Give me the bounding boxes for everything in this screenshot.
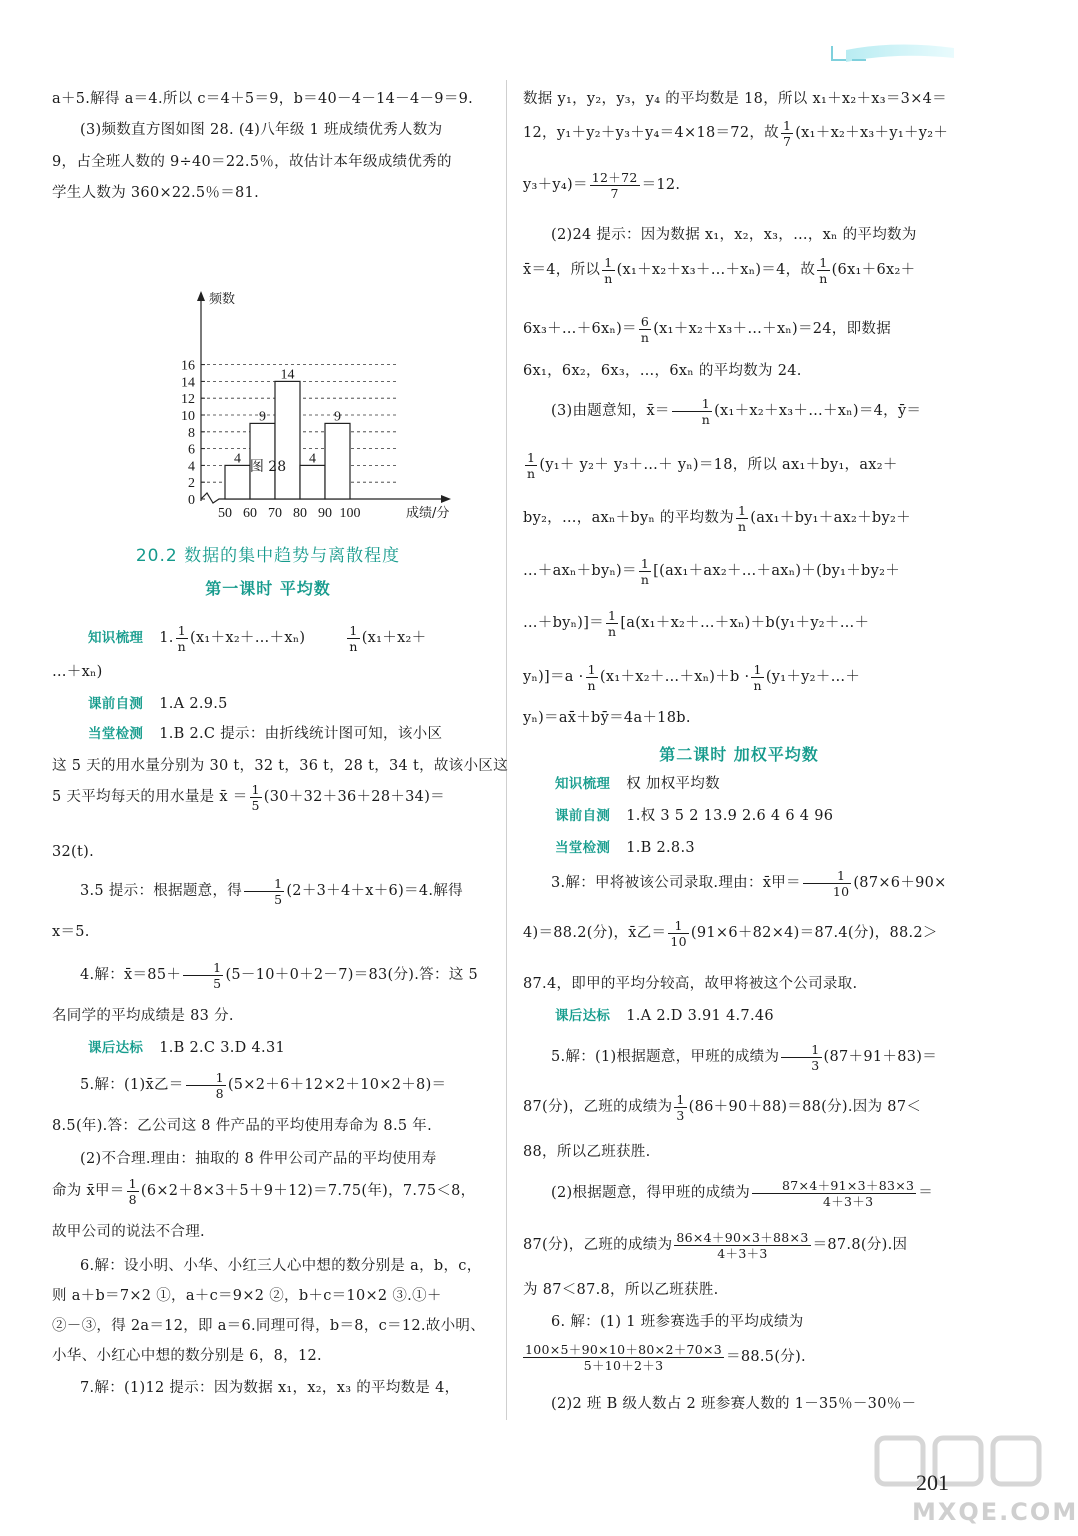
fraction: $\frac{1}{3}$: [781, 1042, 821, 1073]
text-line: 5 天平均每天的用水量是 x̄ ＝ $\frac{1}{5}$ (30＋32＋36＋28＋34)＝: [52, 781, 445, 813]
text-line: 87(分)，乙班的成绩为 $\frac{86\times 4+90\times 3+88\times 3}{4+3+3}$ ＝87.8(分).因: [523, 1229, 908, 1261]
text: 1.: [159, 630, 174, 646]
text-line: (2)不合理.理由：抽取的 8 件甲公司产品的平均使用寿: [80, 1151, 437, 1167]
text-line: 6. 解：(1) 1 班参赛选手的平均成绩为: [551, 1314, 804, 1330]
fraction: $\frac{12+72}{7}$: [591, 169, 638, 201]
text-line: …＋xₙ): [52, 664, 103, 680]
text-line: ②－③，得 2a＝12，即 a＝6.同理可得，b＝8，c＝12.故小明、: [52, 1318, 486, 1334]
text-line: 故甲公司的说法不合理.: [52, 1224, 205, 1240]
text-line: y₃＋y₄)＝ $\frac{12+72}{7}$ ＝12.: [523, 169, 681, 201]
watermark-text: MXQE.COM: [912, 1498, 1078, 1526]
text-line: 8.5(年).答：乙公司这 8 件产品的平均使用寿命为 8.5 年.: [52, 1118, 433, 1134]
section-label: 当堂检测: [88, 726, 144, 742]
text-line: 6x₁，6x₂，6x₃，…，6xₙ 的平均数为 24.: [523, 363, 802, 379]
text-line: 课后达标 1.A 2.D 3.91 4.7.46: [555, 1008, 774, 1024]
bar-value-label: 9: [334, 409, 341, 425]
text-line: 4.解：x̄＝85＋ $\frac{1}{5}$ (5－10＋0＋2－7)＝83(分).答：这 5: [80, 959, 479, 991]
fraction: $\frac{1}{5}$: [244, 876, 284, 907]
header-decoration: [826, 40, 956, 72]
x-tick-label: 90: [318, 506, 332, 521]
x-axis-label: 成绩/分: [406, 506, 450, 521]
text-line: 课前自测 1.权 3 5 2 13.9 2.6 4 6 4 96: [555, 808, 834, 824]
text-line: 5.解：(1)x̄乙＝ $\frac{1}{8}$ (5×2＋6＋12×2＋10×2＋8)＝: [80, 1069, 447, 1101]
y-tick-label: 8: [188, 425, 195, 441]
text-line: 3.5 提示：根据题意，得 $\frac{1}{5}$ (2＋3＋4＋x＋6)＝4.解得: [80, 875, 463, 907]
fraction: $\frac{86\times 4+90\times 3+88\times 3}{4+3+3}$: [676, 1229, 809, 1261]
text-line: 知识梳理 权 加权平均数: [555, 776, 720, 792]
section-label: 课前自测: [555, 808, 611, 824]
x-tick-label: 60: [243, 506, 257, 521]
text-line: [52, 724, 484, 744]
section-label: 当堂检测: [555, 840, 611, 856]
text-line: 88，所以乙班获胜.: [523, 1144, 651, 1160]
column-divider: [506, 80, 507, 1420]
y-tick-label: 14: [181, 375, 195, 391]
y-tick-label: 12: [181, 392, 195, 408]
text-line: by₂，…，axₙ＋byₙ 的平均数为 $\frac{1}{n}$ (ax₁＋by₁＋ax₂＋by₂＋: [523, 502, 911, 534]
text-line: [52, 694, 484, 714]
x-axis-arrow: [441, 495, 451, 503]
text-line: 87.4，即甲的平均分较高，故甲将被这个公司录取.: [523, 976, 858, 992]
bar-value-label: 4: [234, 451, 241, 467]
fraction: $\frac{1}{8}$: [128, 1175, 137, 1207]
x-tick-label: 70: [268, 506, 282, 521]
y-tick-label: 10: [181, 409, 195, 424]
section-label: 知识梳理: [88, 630, 144, 646]
bar-value-label: 4: [309, 451, 316, 467]
fraction: $\frac{1}{n}$: [349, 622, 358, 654]
text-line: 4)＝88.2(分)，x̄乙＝ $\frac{1}{10}$ (91×6＋82×4)＝87.4(分)，88.2＞: [523, 917, 938, 949]
text-line: 学生人数为 360×22.5％＝81.: [52, 185, 259, 201]
bar-value-label: 14: [280, 367, 295, 383]
lesson-title: 第一课时 平均数: [205, 579, 331, 598]
y-tick-label: 4: [188, 459, 195, 475]
text-line: 6.解：设小明、小华、小红三人心中想的数分别是 a，b，c，: [80, 1258, 482, 1274]
y-axis-label: 频数: [209, 292, 236, 307]
text-line: yₙ)]＝a · $\frac{1}{n}$ (x₁＋x₂＋…＋xₙ)＋b · $\frac{1}{n}$ (y₁＋y₂＋…＋: [523, 661, 861, 693]
fraction: $\frac{100\times 5+90\times 10+80\times 2+70\times 3}{5+10+2+3}$: [525, 1341, 723, 1373]
text-line: 小华、小红心中想的数分别是 6，8，12.: [52, 1348, 322, 1364]
text-line: 12，y₁＋y₂＋y₃＋y₄＝4×18＝72，故 $\frac{1}{7}$ (x₁＋x₂＋x₃＋y₁＋y₂＋: [523, 117, 949, 149]
text-line: 32(t).: [52, 844, 95, 860]
text-line: (2)根据题意，得甲班的成绩为 $\frac{87\times 4+91\times 3+83\times 3}{4+3+3}$ ＝: [551, 1177, 934, 1209]
text-line: 6x₃＋…＋6xₙ)＝ $\frac{6}{n}$ (x₁＋x₂＋x₃＋…＋xₙ)＝24，即数据: [523, 313, 892, 345]
text-line: 数据 y₁，y₂，y₃，y₄ 的平均数是 18，所以 x₁＋x₂＋x₃＝3×4＝: [523, 91, 947, 107]
fraction: $\frac{1}{n}$: [604, 254, 613, 286]
page-number: 201: [916, 1470, 949, 1495]
section-label: 知识梳理: [555, 776, 611, 792]
text: 1.B 2.C 提示：由折线统计图可知，该小区: [159, 726, 443, 742]
text-line: 为 87＜87.8，所以乙班获胜.: [523, 1282, 719, 1298]
fraction: $\frac{1}{10}$: [803, 868, 852, 899]
text-line: 命为 x̄甲＝ $\frac{1}{8}$ (6×2＋8×3＋5＋9＋12)＝7.75(年)，7.75＜8，: [52, 1175, 476, 1207]
text-line: 9，占全班人数的 9÷40＝22.5％，故估计本年级成绩优秀的: [52, 154, 452, 170]
text-line: …＋byₙ)]＝ $\frac{1}{n}$ [a(x₁＋x₂＋…＋xₙ)＋b(y₁＋y₂＋…＋: [523, 607, 870, 639]
text-line: a＋5.解得 a＝4.所以 c＝4＋5＝9，b＝40－4－14－4－9＝9.: [52, 91, 474, 107]
text-line: 则 a＋b＝7×2 ①，a＋c＝9×2 ②，b＋c＝10×2 ③.①＋: [52, 1288, 442, 1304]
fraction: $\frac{1}{5}$: [251, 781, 260, 813]
x-tick-label: 100: [339, 506, 361, 521]
histogram-bar: [275, 381, 300, 499]
text-line: …＋axₙ＋byₙ)＝ $\frac{1}{n}$ [(ax₁＋ax₂＋…＋axₙ)＋(by₁＋by₂＋: [523, 555, 901, 587]
y-tick-label: 6: [188, 442, 195, 458]
fraction: $\frac{1}{n}$: [587, 661, 596, 693]
fraction: $\frac{1}{n}$: [607, 607, 617, 639]
text-line: (2)2 班 B 级人数占 2 班参赛人数的 1－35％－30％－: [551, 1396, 917, 1412]
text-line: 当堂检测 1.B 2.8.3: [555, 840, 695, 856]
bar-value-label: 9: [259, 409, 266, 425]
fraction: $\frac{1}{8}$: [186, 1070, 226, 1101]
fraction: $\frac{1}{10}$: [670, 917, 687, 949]
text-line: 7.解：(1)12 提示：因为数据 x₁，x₂，x₃ 的平均数是 4，: [80, 1380, 460, 1396]
text-line: x＝5.: [52, 924, 90, 940]
section-label: 课后达标: [555, 1008, 611, 1024]
fraction: $\frac{1}{n}$: [753, 661, 762, 693]
y-tick-label: 0: [188, 493, 195, 508]
text-line: $\frac{100\times 5+90\times 10+80\times 2+70\times 3}{5+10+2+3}$ ＝88.5(分).: [525, 1341, 806, 1373]
text-line: yₙ)＝ax̄＋bȳ＝4a＋18b.: [523, 710, 691, 726]
fraction: $\frac{1}{5}$: [183, 960, 223, 991]
fraction: $\frac{1}{n}$: [737, 502, 747, 534]
histogram-chart: [137, 281, 477, 521]
watermark-logo: [875, 1432, 1045, 1502]
text-line: (2)24 提示：因为数据 x₁，x₂，x₃，…，xₙ 的平均数为: [551, 227, 917, 243]
text-line: (3)由题意知，x̄＝ $\frac{1}{n}$ (x₁＋x₂＋x₃＋…＋xₙ)＝4，ȳ＝: [551, 395, 922, 427]
text: 1.B 2.C 3.D 4.31: [159, 1040, 285, 1056]
section-label: 课前自测: [88, 696, 144, 712]
fraction: $\frac{1}{7}$: [782, 117, 792, 149]
fraction: $\frac{1}{n}$: [819, 254, 828, 286]
fraction: $\frac{1}{n}$: [527, 449, 536, 481]
figure-caption: 图 28: [249, 459, 287, 475]
x-tick-label: 80: [293, 506, 307, 521]
section-label: 课后达标: [88, 1040, 144, 1056]
text: 1.A 2.9.5: [159, 696, 228, 712]
text-line: 名同学的平均成绩是 83 分.: [52, 1008, 234, 1024]
fraction: $\frac{1}{n}$: [177, 622, 186, 654]
text-line: 5.解：(1)根据题意，甲班的成绩为 $\frac{1}{3}$ (87＋91＋83)＝: [551, 1041, 938, 1073]
fraction: $\frac{6}{n}$: [640, 313, 650, 345]
x-tick-label: 50: [218, 506, 232, 521]
text-line: x̄＝4，所以 $\frac{1}{n}$ (x₁＋x₂＋x₃＋…＋xₙ)＝4，故 $\frac{1}{n}$ (6x₁＋6x₂＋: [523, 254, 916, 286]
y-axis-arrow: [197, 291, 205, 301]
y-tick-label: 2: [188, 476, 195, 492]
text-line: $\frac{1}{n}$ (y₁＋ y₂＋ y₃＋…＋ yₙ)＝18，所以 ax₁＋by₁，ax₂＋: [527, 449, 898, 481]
text-line: [52, 619, 484, 657]
text-line: 这 5 天的用水量分别为 30 t，32 t，36 t，28 t，34 t，故该小区这: [52, 758, 508, 774]
fraction: $\frac{1}{3}$: [676, 1091, 685, 1123]
text-line: 87(分)，乙班的成绩为 $\frac{1}{3}$ (86＋90＋88)＝88(分).因为 87＜: [523, 1091, 922, 1123]
text-line: (3)频数直方图如图 28. (4)八年级 1 班成绩优秀人数为: [80, 122, 443, 138]
section-title: 20.2 数据的集中趋势与离散程度: [135, 546, 401, 566]
lesson-title: 第二课时 加权平均数: [659, 745, 819, 764]
text: (x₁＋x₂＋: [361, 630, 427, 646]
text: (x₁＋x₂＋…＋xₙ): [190, 630, 306, 646]
fraction: $\frac{1}{n}$: [640, 555, 650, 587]
fraction: $\frac{1}{n}$: [672, 396, 712, 427]
fraction: $\frac{87\times 4+91\times 3+83\times 3}{4+3+3}$: [752, 1178, 916, 1209]
y-tick-label: 16: [181, 358, 195, 374]
text-line: 3.解：甲将被该公司录取.理由：x̄甲＝ $\frac{1}{10}$ (87×6＋90×: [551, 867, 947, 899]
text-line: [52, 1038, 484, 1058]
